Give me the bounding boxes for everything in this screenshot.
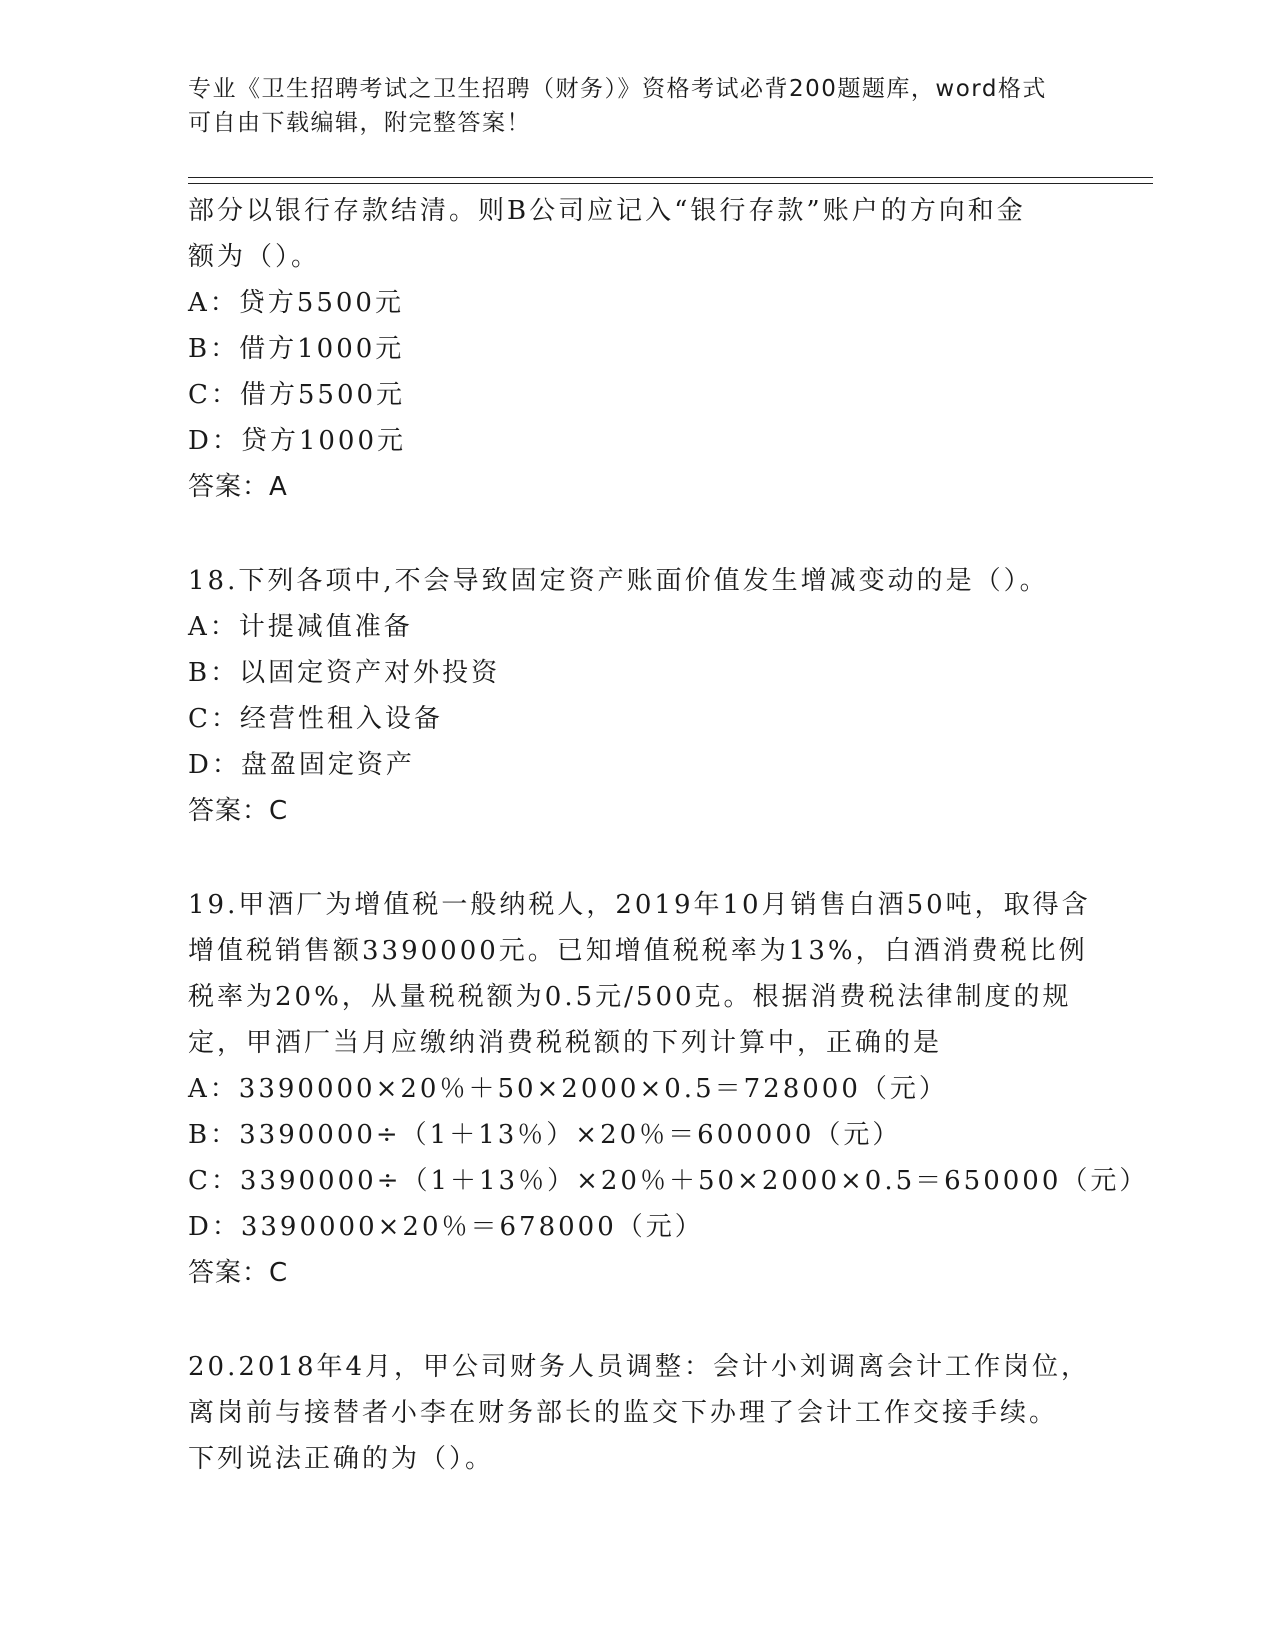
question-text-line: 税率为20%，从量税税额为0.5元/500克。根据消费税法律制度的规 (188, 982, 1072, 1012)
answer-line: 答案：A (188, 472, 288, 502)
option-d: D：3390000×20％＝678000（元） (188, 1212, 704, 1242)
answer-line: 答案：C (188, 796, 289, 826)
document-body (188, 188, 1149, 1482)
option-d: D：盘盈固定资产 (188, 750, 415, 780)
option-b: B：以固定资产对外投资 (188, 658, 501, 688)
option-d: D：贷方1000元 (188, 426, 407, 456)
option-a: A：计提减值准备 (188, 612, 413, 642)
question-text-line: 20.2018年4月，甲公司财务人员调整：会计小刘调离会计工作岗位， (188, 1352, 1091, 1382)
question-text-line: 部分以银行存款结清。则B公司应记入“银行存款”账户的方向和金 (188, 196, 1026, 226)
header-rule-bottom (188, 183, 1153, 184)
option-c: C：经营性租入设备 (188, 704, 443, 734)
header-rule-top (188, 177, 1153, 178)
question-text-line: 下列说法正确的为（）。 (188, 1444, 495, 1474)
option-c: C：3390000÷（1＋13％）×20％＋50×2000×0.5＝650000（元） (188, 1166, 1149, 1196)
question-text-line: 额为（）。 (188, 242, 321, 272)
question-text-line: 定，甲酒厂当月应缴纳消费税税额的下列计算中，正确的是 (188, 1028, 943, 1058)
option-b: B：借方1000元 (188, 334, 405, 364)
question-text-line: 19.甲酒厂为增值税一般纳税人，2019年10月销售白酒50吨，取得含 (188, 890, 1091, 920)
question-19 (188, 882, 1149, 1296)
option-b: B：3390000÷（1＋13％）×20％＝600000（元） (188, 1120, 902, 1150)
question-text-line: 离岗前与接替者小李在财务部长的监交下办理了会计工作交接手续。 (188, 1398, 1059, 1428)
header-line-2: 可自由下载编辑，附完整答案！ (188, 110, 531, 136)
header-line-1: 专业《卫生招聘考试之卫生招聘（财务）》资格考试必背200题题库，word格式 (188, 76, 1047, 102)
question-text-line: 增值税销售额3390000元。已知增值税税率为13%，白酒消费税比例 (188, 936, 1088, 966)
option-c: C：借方5500元 (188, 380, 406, 410)
question-18 (188, 558, 1088, 834)
option-a: A：3390000×20％＋50×2000×0.5＝728000（元） (188, 1074, 948, 1104)
option-a: A：贷方5500元 (188, 288, 404, 318)
question-20 (188, 1344, 1091, 1482)
document-header (188, 72, 1068, 140)
answer-line: 答案：C (188, 1258, 289, 1288)
question-text-line: 18.下列各项中,不会导致固定资产账面价值发生增减变动的是（）。 (188, 566, 1049, 596)
question-17 (188, 188, 1088, 510)
